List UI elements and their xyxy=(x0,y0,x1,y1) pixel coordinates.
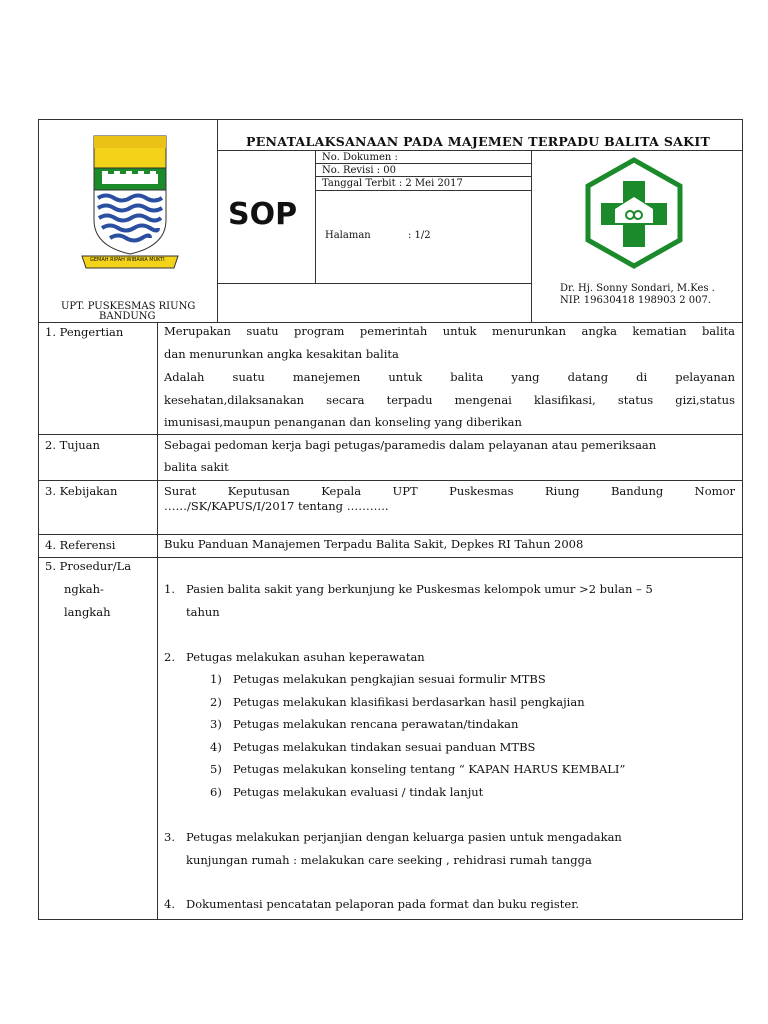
substep-6-number: 6) xyxy=(210,785,222,799)
pengertian-line3: Adalah suatu manejemen untuk balita yang datang di pelayanan xyxy=(164,370,735,384)
label-column-divider xyxy=(157,322,158,919)
substep-3-number: 3) xyxy=(210,717,222,731)
kebijakan-line2: ……/SK/KAPUS/I/2017 tentang ……….. xyxy=(164,499,389,513)
signer-nip: NIP. 19630418 198903 2 007. xyxy=(560,295,711,306)
frame-top xyxy=(38,119,743,120)
page-label: Halaman xyxy=(325,230,371,241)
revision-number: No. Revisi : 00 xyxy=(322,165,397,176)
step-1-line2: tahun xyxy=(186,605,220,619)
row-label-prosedur-1: 5. Prosedur/La xyxy=(45,559,132,573)
row-label-pengertian: 1. Pengertian xyxy=(45,325,124,339)
pengertian-line4: kesehatan,dilaksanakan secara terpadu mengenai klasifikasi, status gizi,status xyxy=(164,393,735,407)
step-1-number: 1. xyxy=(164,582,175,596)
title-underline xyxy=(217,150,742,151)
issue-date: Tanggal Terbit : 2 Mei 2017 xyxy=(322,178,463,189)
org-name-line1: UPT. PUSKESMAS RIUNG xyxy=(61,301,196,312)
step-3-line1: Petugas melakukan perjanjian dengan keluarga pasien untuk mengadakan xyxy=(186,830,622,844)
document-title: PENATALAKSANAAN PADA MAJEMEN TERPADU BALITA SAKIT xyxy=(246,134,711,149)
step-4-number: 4. xyxy=(164,897,175,911)
pengertian-line5: imunisasi,maupun penanganan dan konseling yang diberikan xyxy=(164,415,522,429)
substep-1-number: 1) xyxy=(210,672,222,686)
tujuan-line2: balita sakit xyxy=(164,460,229,474)
referensi-line1: Buku Panduan Manajemen Terpadu Balita Sakit, Depkes RI Tahun 2008 xyxy=(164,537,584,551)
substep-5-text: Petugas melakukan konseling tentang “ KAPAN HARUS KEMBALI” xyxy=(233,762,626,776)
frame-left xyxy=(38,119,39,919)
row-line-4 xyxy=(38,557,743,558)
kebijakan-line1: Surat Keputusan Kepala UPT Puskesmas Riung Bandung Nomor xyxy=(164,484,735,498)
row-label-prosedur-2: ngkah- xyxy=(64,582,104,596)
bandung-crest-logo xyxy=(80,128,180,274)
page-value: : 1/2 xyxy=(408,230,431,241)
substep-2-number: 2) xyxy=(210,695,222,709)
frame-bottom xyxy=(38,919,743,920)
logo-motto: GEMAH RIPAH WIBAWA MUKTI xyxy=(90,257,165,263)
substep-4-text: Petugas melakukan tindakan sesuai panduan MTBS xyxy=(233,740,536,754)
meta-line-4 xyxy=(217,283,531,284)
step-2-line1: Petugas melakukan asuhan keperawatan xyxy=(186,650,425,664)
signer-name: Dr. Hj. Sonny Sondari, M.Kes . xyxy=(560,283,715,294)
tujuan-line1: Sebagai pedoman kerja bagi petugas/paramedis dalam pelayanan atau pemeriksaan xyxy=(164,438,657,452)
substep-5-number: 5) xyxy=(210,762,222,776)
step-3-line2: kunjungan rumah : melakukan care seeking , rehidrasi rumah tangga xyxy=(186,853,592,867)
step-1-line1: Pasien balita sakit yang berkunjung ke Puskesmas kelompok umur >2 bulan – 5 xyxy=(186,582,653,596)
header-divider-2 xyxy=(315,150,316,283)
row-line-3 xyxy=(38,534,743,535)
pengertian-line2: dan menurunkan angka kesakitan balita xyxy=(164,347,399,361)
substep-2-text: Petugas melakukan klasifikasi berdasarkan hasil pengkajian xyxy=(233,695,585,709)
sop-label: SOP xyxy=(228,197,298,232)
step-4-line1: Dokumentasi pencatatan pelaporan pada format dan buku register. xyxy=(186,897,580,911)
step-2-number: 2. xyxy=(164,650,175,664)
substep-3-text: Petugas melakukan rencana perawatan/tindakan xyxy=(233,717,519,731)
row-label-tujuan: 2. Tujuan xyxy=(45,438,100,452)
substep-6-text: Petugas melakukan evaluasi / tindak lanjut xyxy=(233,785,484,799)
substep-4-number: 4) xyxy=(210,740,222,754)
row-label-referensi: 4. Referensi xyxy=(45,538,116,552)
step-3-number: 3. xyxy=(164,830,175,844)
frame-right xyxy=(742,119,743,919)
row-label-kebijakan: 3. Kebijakan xyxy=(45,484,118,498)
pengertian-line1: Merupakan suatu program pemerintah untuk menurunkan angka kematian balita xyxy=(164,324,735,338)
puskesmas-logo xyxy=(583,157,685,269)
row-label-prosedur-3: langkah xyxy=(64,605,111,619)
substep-1-text: Petugas melakukan pengkajian sesuai formulir MTBS xyxy=(233,672,546,686)
doc-number: No. Dokumen : xyxy=(322,152,398,163)
org-name-line2: BANDUNG xyxy=(99,311,156,322)
header-divider-3 xyxy=(531,150,532,322)
